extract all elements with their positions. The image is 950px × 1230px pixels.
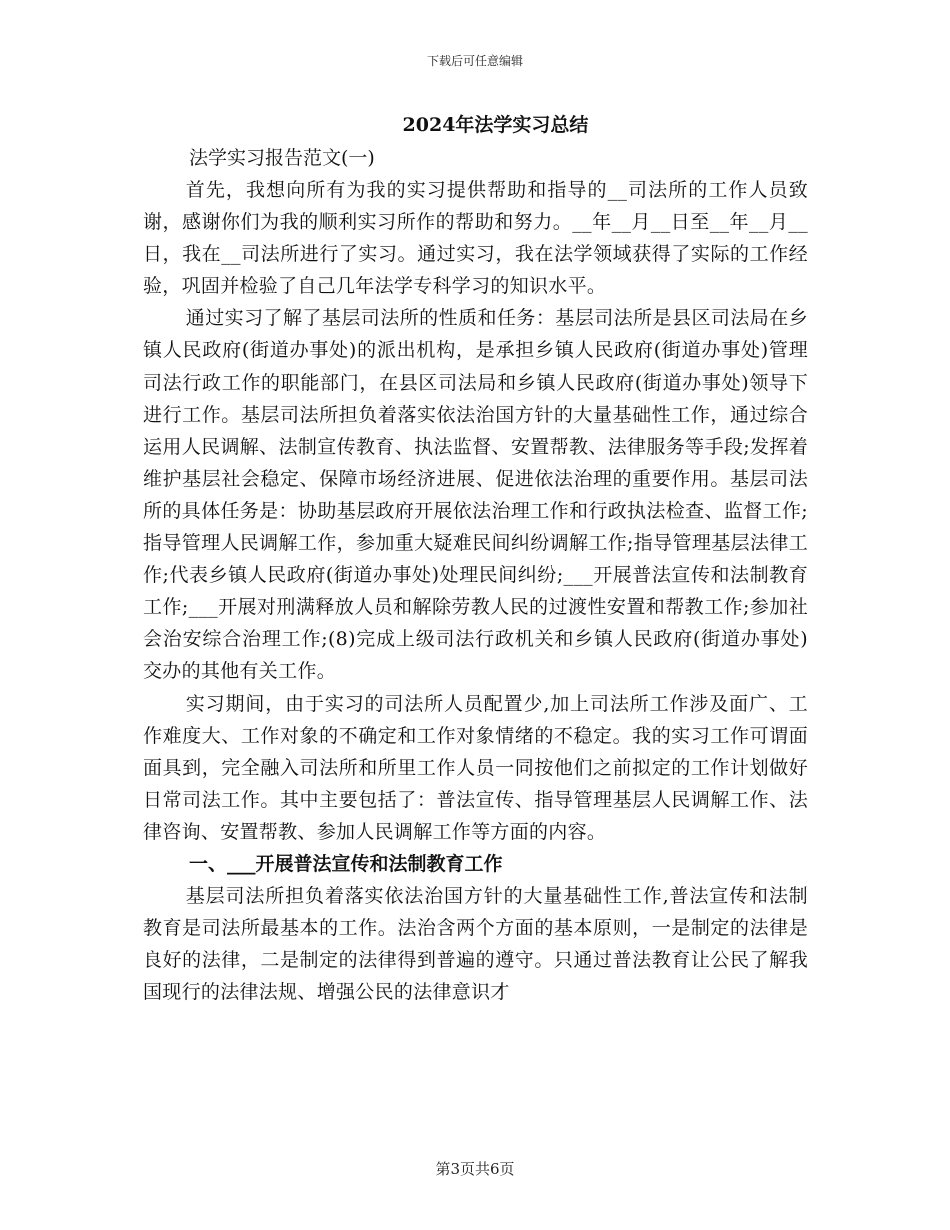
document-body (143, 108, 808, 1008)
section-heading-legal-education: 一、___开展普法宣传和法制教育工作 (189, 852, 503, 875)
page-number-footer: 第3页共6页 (435, 1160, 515, 1178)
paragraph-internship-work: 实习期间，由于实习的司法所人员配置少,加上司法所工作涉及面广、工作难度大、工作对象的不确定和工作对象情绪的不稳定。我的实习工作可谓面面具到，完全融入司法所和所里工作人员一同按他们之前拟定的工作计划做好日常司法工作。其中主要包括了：普法宣传、指导管理基层人民调解工作、法律咨询、安置帮教、参加人民调解工作等方面的内容。 (143, 692, 808, 843)
page-header-note: 下载后可任意编辑 (426, 54, 523, 68)
paragraph-acknowledgement: 首先，我想向所有为我的实习提供帮助和指导的__司法所的工作人员致谢，感谢你们为我的顺利实习所作的帮助和努力。__年__月__日至__年__月__日，我在__司法所进行了实习。通过实习，我在法学领域获得了实际的工作经验，巩固并检验了自己几年法学专科学习的知识水平。 (143, 179, 808, 298)
document-title: 2024年法学实习总结 (402, 114, 589, 136)
document-subtitle: 法学实习报告范文(一) (189, 147, 375, 169)
paragraph-judicial-office-tasks: 通过实习了解了基层司法所的性质和任务：基层司法所是县区司法局在乡镇人民政府(街道办事处)的派出机构，是承担乡镇人民政府(街道办事处)管理司法行政工作的职能部门，在县区司法局和乡镇人民政府(街道办事处)领导下进行工作。基层司法所担负着落实依法治国方针的大量基础性工作，通过综合运用人民调解、法制宣传教育、执法监督、安置帮教、法律服务等手段;发挥着维护基层社会稳定、保障市场经济进展、促进依法治理的重要作用。基层司法所的具体任务是：协助基层政府开展依法治理工作和行政执法检查、监督工作;指导管理人民调解工作，参加重大疑难民间纠纷调解工作;指导管理基层法律工作;代表乡镇人民政府(街道办事处)处理民间纠纷;___开展普法宣传和法制教育工作;___开展对刑满释放人员和解除劳教人民的过渡性安置和帮教工作;参加社会治安综合治理工作;(8)完成上级司法行政机关和乡镇人民政府(街道办事处)交办的其他有关工作。 (143, 307, 808, 683)
paragraph-legal-education: 基层司法所担负着落实依法治国方针的大量基础性工作,普法宣传和法制教育是司法所最基本的工作。法治含两个方面的基本原则，一是制定的法律是良好的法律，二是制定的法律得到普遍的遵守。只通过普法教育让公民了解我国现行的法律法规、增强公民的法律意识才 (143, 884, 808, 1004)
